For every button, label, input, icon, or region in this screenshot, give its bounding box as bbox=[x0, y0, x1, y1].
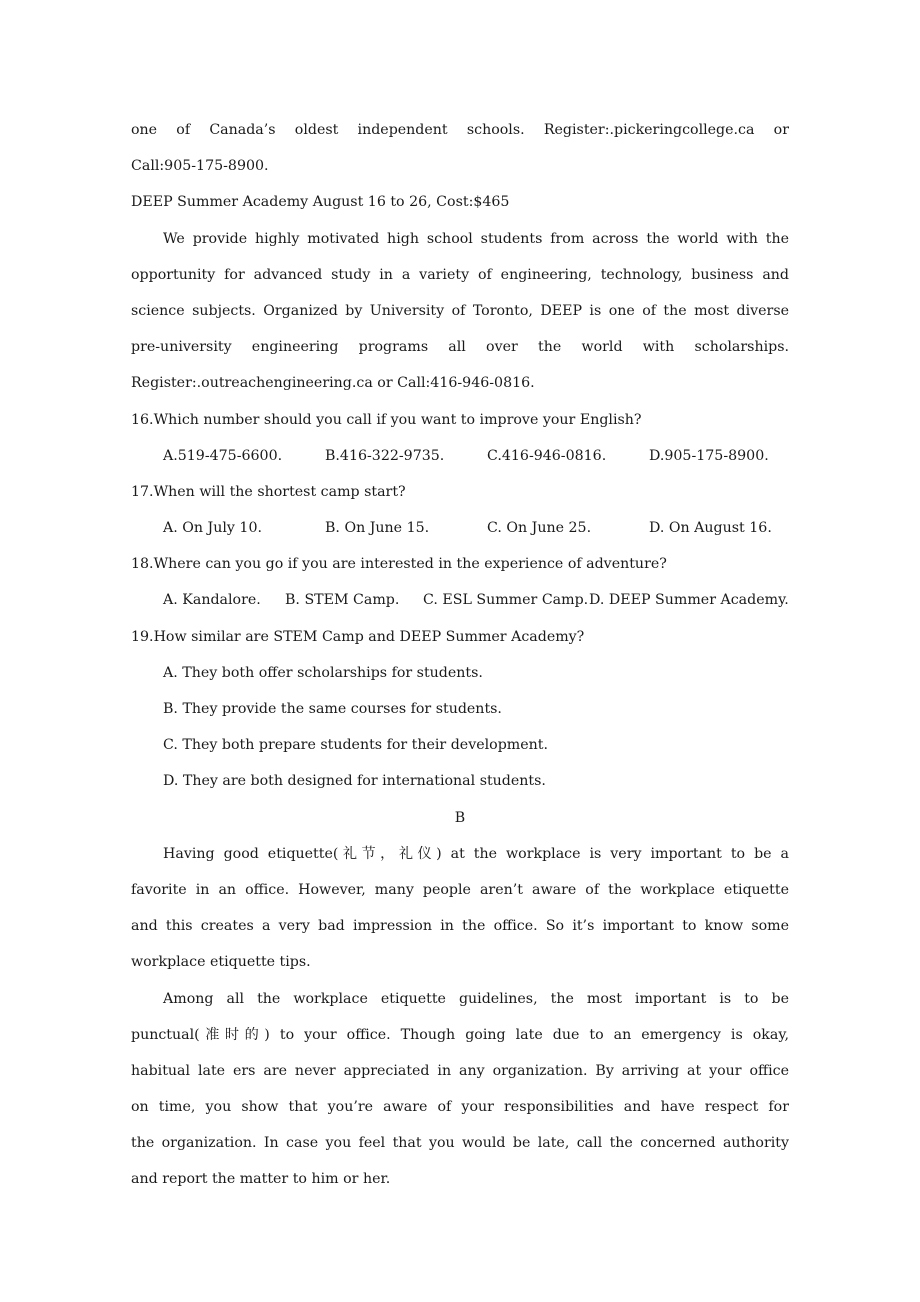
option-b: B. On June 15. bbox=[325, 520, 430, 537]
option-a: A. They both offer scholarships for students. bbox=[163, 664, 483, 681]
option-c: C.416-946-0816. bbox=[487, 447, 607, 464]
paragraph-line: workplace etiquette tips. bbox=[131, 954, 311, 971]
option-d: D. They are both designed for international students. bbox=[163, 773, 546, 790]
option-b: B. STEM Camp. bbox=[285, 592, 400, 609]
question-16-stem: 16.Which number should you call if you want to improve your English? bbox=[131, 411, 642, 428]
option-c: C. ESL Summer Camp. bbox=[423, 592, 589, 609]
paragraph-line: favorite in an office. However, many people aren’t aware of the workplace etiquette bbox=[131, 881, 789, 898]
option-a: A. Kandalore. bbox=[163, 592, 261, 609]
document-page bbox=[131, 112, 789, 1198]
deep-heading: DEEP Summer Academy August 16 to 26, Cost:$465 bbox=[131, 194, 510, 211]
paragraph-line: the organization. In case you feel that you would be late, call the concerned authority bbox=[131, 1135, 789, 1152]
paragraph-line: on time, you show that you’re aware of your responsibilities and have respect for bbox=[131, 1099, 789, 1116]
camp-description-line: Call:905-175-8900. bbox=[131, 158, 269, 175]
option-b: B. They provide the same courses for students. bbox=[163, 701, 502, 717]
deep-description-line: science subjects. Organized by University of Toronto, DEEP is one of the most diverse bbox=[131, 302, 789, 319]
option-d: D. On August 16. bbox=[649, 520, 772, 537]
option-d: D.905-175-8900. bbox=[649, 447, 769, 464]
paragraph-line: Among all the workplace etiquette guidelines, the most important is to be bbox=[163, 990, 789, 1007]
paragraph-line: and report the matter to him or her. bbox=[131, 1171, 391, 1188]
option-d: D. DEEP Summer Academy. bbox=[589, 592, 789, 609]
paragraph-line: and this creates a very bad impression in the office. So it’s important to know some bbox=[131, 918, 789, 935]
option-a: A. On July 10. bbox=[163, 520, 262, 537]
paragraph-line: Having good etiquette(礼节，礼仪) at the workplace is very important to be a bbox=[163, 845, 789, 862]
question-19-stem: 19.How similar are STEM Camp and DEEP Summer Academy? bbox=[131, 628, 585, 645]
option-a: A.519-475-6600. bbox=[163, 447, 283, 464]
option-b: B.416-322-9735. bbox=[325, 447, 445, 464]
option-c: C. On June 25. bbox=[487, 520, 592, 537]
deep-description-line: Register:.outreachengineering.ca or Call:416-946-0816. bbox=[131, 375, 535, 392]
deep-description-line: opportunity for advanced study in a variety of engineering, technology, business and bbox=[131, 266, 789, 283]
question-18-stem: 18.Where can you go if you are interested in the experience of adventure? bbox=[131, 556, 667, 573]
camp-description-line: one of Canada’s oldest independent schools. Register:.pickeringcollege.ca or bbox=[131, 122, 789, 138]
question-17-stem: 17.When will the shortest camp start? bbox=[131, 483, 406, 500]
paragraph-line: punctual(准时的) to your office. Though going late due to an emergency is okay, bbox=[131, 1026, 789, 1043]
question-17-options bbox=[131, 510, 789, 546]
deep-description-line: pre-university engineering programs all over the world with scholarships. bbox=[131, 339, 789, 356]
deep-description-line: We provide highly motivated high school students from across the world with the bbox=[163, 230, 789, 247]
paragraph-line: habitual late ers are never appreciated in any organization. By arriving at your office bbox=[131, 1062, 789, 1079]
option-c: C. They both prepare students for their development. bbox=[163, 737, 548, 754]
section-b-label: B bbox=[454, 809, 466, 826]
question-16-options bbox=[131, 438, 789, 474]
question-18-options bbox=[131, 582, 789, 618]
